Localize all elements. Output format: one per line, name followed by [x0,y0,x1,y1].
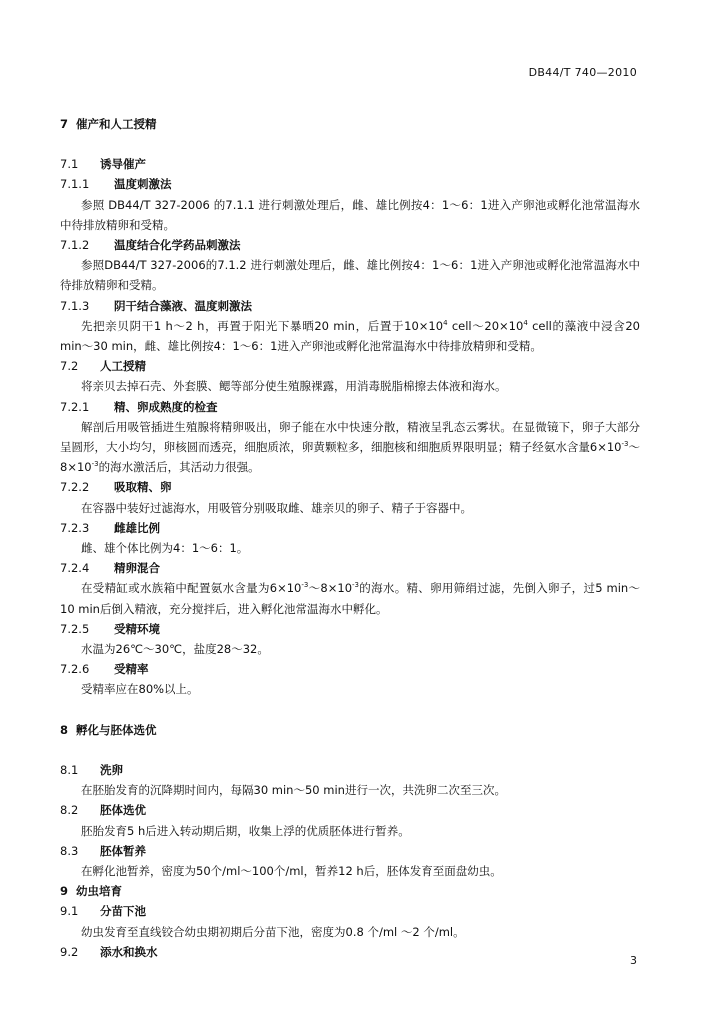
section-7-1-heading [60,154,640,174]
superscript: -3 [301,581,309,590]
section-8-2-body: 胚胎发育5 h后进入转动期后期，收集上浮的优质胚体进行暂养。 [81,823,410,838]
section-number: 7.2.2 [60,480,90,495]
section-title: 洗卵 [100,762,123,777]
section-7-1-3-body [60,316,640,356]
page-number: 3 [630,954,637,967]
section-number: 7.2 [60,359,79,374]
body-text: 的海水。精、卵用筛绢过滤，先倒入卵子，过5 min～10 min后倒入精液，充分搅拌后，进入孵化池常温海水中孵化。 [60,581,640,616]
chapter-7-heading [60,114,640,134]
body-text: 在受精缸或水族箱中配置氨水含量为6×10 [81,581,302,596]
chapter-title: 催产和人工授精 [76,117,157,131]
section-7-1-2-heading [60,235,640,255]
body-text: ～8×10 [308,581,353,596]
body-text: 的海水激活后，其活动力很强。 [98,460,260,475]
section-number: 7.2.1 [60,399,90,414]
superscript: -3 [91,460,99,469]
section-7-2-1-heading [60,397,640,417]
section-title: 胚体暂养 [100,843,146,858]
section-8-3-body: 在孵化池暂养，密度为50个/ml～100个/ml，暂养12 h后，胚体发育至面盘幼虫。 [81,863,502,878]
section-number: 7.2.6 [60,662,90,677]
section-number: 7.2.3 [60,520,90,535]
section-title: 人工授精 [100,359,146,374]
section-7-2-2-heading [60,477,640,497]
section-7-2-4-heading [60,558,640,578]
chapter-number: 9 [60,884,69,899]
section-7-2-3-body: 雌、雄个体比例为4：1～6：1。 [81,541,249,556]
chapter-9-heading [60,881,640,901]
document-code-header: DB44/T 740—2010 [528,66,637,79]
section-7-2-5-body: 水温为26℃～30℃，盐度28～32。 [81,642,269,657]
section-7-2-heading [60,356,640,376]
body-text: 先把亲贝阴干1 h～2 h，再置于阳光下暴晒20 min，后置于10×10 [81,318,444,333]
section-number: 9.2 [60,944,79,959]
section-title: 受精环境 [114,621,160,636]
document-body [60,114,640,962]
superscript: 4 [443,319,448,327]
section-7-1-1-heading [60,174,640,194]
superscript: -3 [352,581,359,590]
section-number: 7.2.5 [60,621,90,636]
section-7-2-5-heading [60,619,640,639]
section-number: 8.3 [60,843,79,858]
section-7-2-1-body [60,417,640,478]
section-7-2-6-body: 受精率应在80%以上。 [81,682,199,697]
section-number: 7.1 [60,157,79,172]
section-7-2-2-body: 在容器中装好过滤海水，用吸管分别吸取雌、雄亲贝的卵子、精子于容器中。 [81,500,472,515]
section-8-1-body: 在胚胎发育的沉降期时间内，每隔30 min～50 min进行一次，共洗卵二次至三次。 [81,783,506,798]
section-title: 胚体选优 [100,803,146,818]
section-8-2-heading [60,800,640,820]
section-title: 阴干结合藻液、温度刺激法 [114,298,252,313]
chapter-8-heading [60,720,640,740]
section-7-2-3-heading [60,518,640,538]
chapter-number: 7 [60,117,69,131]
body-text: cell～20×10 [447,318,524,333]
section-title: 吸取精、卵 [114,480,172,495]
section-number: 7.1.3 [60,298,90,313]
superscript: -3 [621,440,629,449]
body-text: cell的藻液中浸含20 min～30 min，雌、雄比例按4：1～6：1进入产卵池或孵化池常温海水中待排放精卵和受精。 [60,318,641,354]
section-9-1-heading [60,901,640,921]
section-number: 9.1 [60,904,79,919]
chapter-title: 孵化与胚体选优 [76,722,157,737]
section-title: 分苗下池 [100,904,146,919]
section-9-1-body: 幼虫发育至直线铰合幼虫期初期后分苗下池，密度为0.8 个/ml ～2 个/ml。 [81,924,465,939]
section-title: 添水和换水 [100,944,158,959]
body-text: 解剖后用吸管插进生殖腺将精卵吸出，卵子能在水中快速分散，精液呈乳态云雾状。在显微镜下，卵子大部分呈圆形，大小均匀，卵核圆而透亮，细胞质浓，卵黄颗粒多，细胞核和细胞质界限明显；精子经氨水含量6×10 [60,419,640,455]
section-7-2-body: 将亲贝去掉石壳、外套膜、鳃等部分使生殖腺裸露，用消毒脱脂棉擦去体液和海水。 [81,379,507,394]
section-7-1-1-body: 参照 DB44/T 327-2006 的7.1.1 进行刺激处理后，雌、雄比例按4：1～6：1进入产卵池或孵化池常温海水中待排放精卵和受精。 [60,197,640,232]
section-8-3-heading [60,841,640,861]
section-title: 诱导催产 [100,157,146,172]
section-7-2-4-body [60,578,640,618]
section-title: 温度刺激法 [114,177,172,192]
section-7-1-3-heading [60,296,640,316]
section-number: 7.1.2 [60,238,90,253]
section-9-2-heading [60,942,640,962]
section-title: 雌雄比例 [114,520,160,535]
chapter-number: 8 [60,722,69,737]
section-number: 7.1.1 [60,177,90,192]
section-8-1-heading [60,760,640,780]
section-7-1-2-body: 参照DB44/T 327-2006的7.1.2 进行刺激处理后，雌、雄比例按4：1～6：1进入产卵池或孵化池常温海水中待排放精卵和受精。 [60,258,640,293]
superscript: 4 [523,319,528,327]
section-title: 受精率 [114,662,149,677]
section-number: 8.1 [60,762,79,777]
section-title: 精卵混合 [114,561,160,576]
section-number: 8.2 [60,803,79,818]
chapter-title: 幼虫培育 [76,884,122,899]
section-7-2-6-heading [60,659,640,679]
section-title: 温度结合化学药品刺激法 [114,238,241,253]
body-text: ～8×10 [60,440,640,475]
section-number: 7.2.4 [60,561,90,576]
section-title: 精、卵成熟度的检查 [114,399,218,414]
